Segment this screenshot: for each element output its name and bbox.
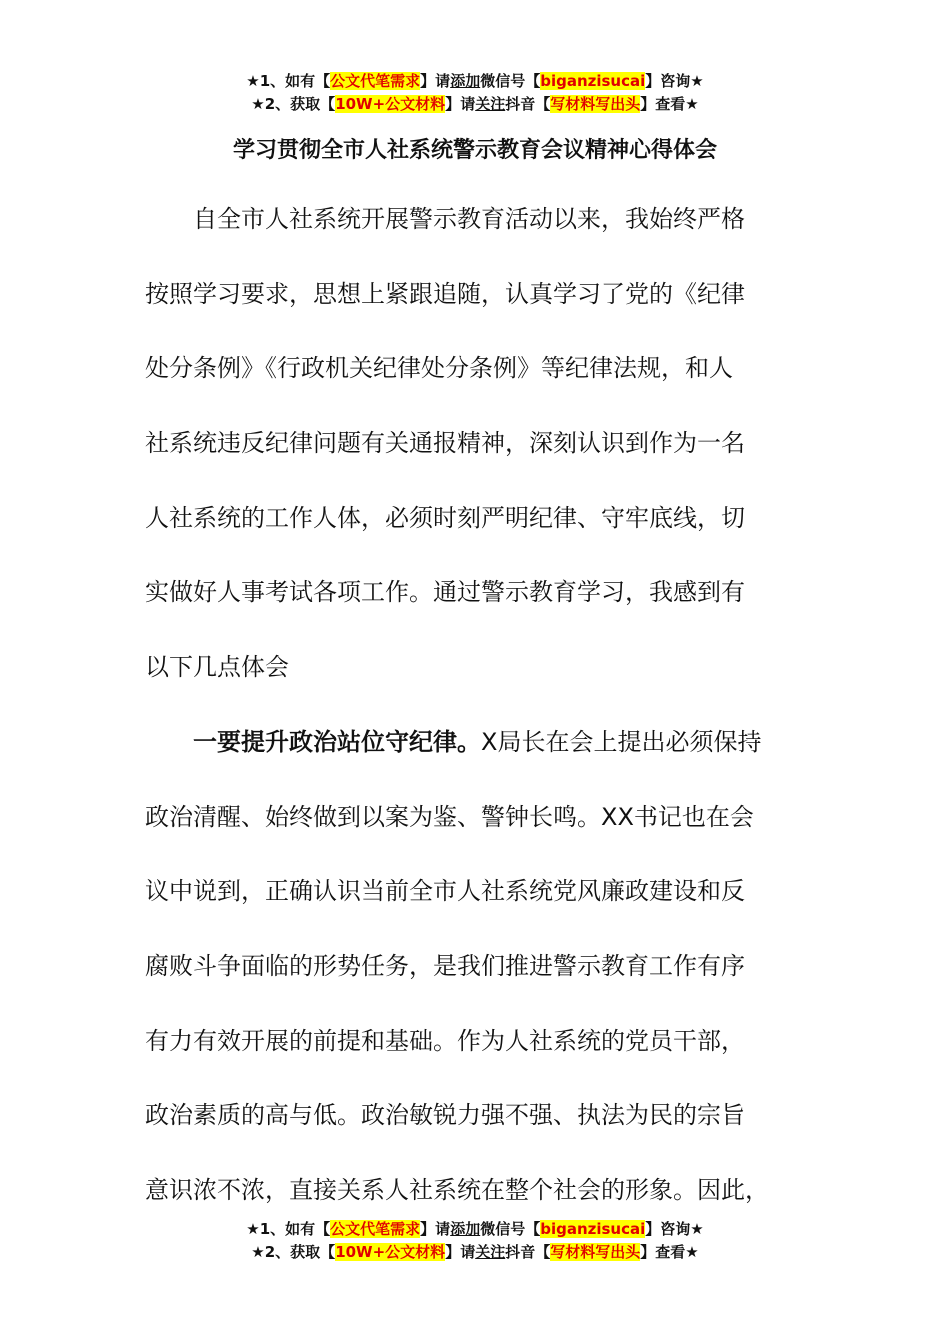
banner-line-1 xyxy=(0,70,950,93)
paragraph-line: 政治清醒、始终做到以案为鉴、警钟长鸣。XX书记也在会 xyxy=(145,802,754,831)
paragraph-line: 人社系统的工作人体，必须时刻严明纪律、守牢底线，切 xyxy=(145,503,745,532)
banner-text: 】请 xyxy=(420,1220,451,1238)
banner-text: 抖音【 xyxy=(505,95,551,113)
paragraph-line: 有力有效开展的前提和基础。作为人社系统的党员干部， xyxy=(145,1026,745,1055)
banner-highlight: 公文代笔需求 xyxy=(330,1220,421,1238)
paragraph-lead-rest: X局长在会上提出必须保持 xyxy=(481,728,762,756)
banner-highlight: biganzisucai xyxy=(540,72,646,90)
banner-highlight: 10W+公文材料 xyxy=(335,1243,446,1261)
top-banner xyxy=(0,70,950,116)
paragraph-lead: 一要提升政治站位守纪律。 xyxy=(193,728,481,756)
banner-text: 】请 xyxy=(445,95,476,113)
banner-text: 】咨询★ xyxy=(645,1220,704,1238)
banner-underlined: 关注 xyxy=(475,95,506,113)
paragraph-line: 政治素质的高与低。政治敏锐力强不强、执法为民的宗旨 xyxy=(145,1101,745,1130)
banner-line-2 xyxy=(0,93,950,116)
banner-underlined: 关注 xyxy=(475,1243,506,1261)
banner-underlined: 添加 xyxy=(450,72,481,90)
paragraph-line: 以下几点体会 xyxy=(145,653,289,682)
banner-text: 微信号【 xyxy=(480,72,541,90)
banner-highlight: 10W+公文材料 xyxy=(335,95,446,113)
paragraph-line: 处分条例》《行政机关纪律处分条例》等纪律法规，和人 xyxy=(145,354,733,383)
banner-text: 】请 xyxy=(420,72,451,90)
banner-text: 】请 xyxy=(445,1243,476,1261)
banner-highlight: 写材料写出头 xyxy=(550,95,641,113)
banner-highlight: 写材料写出头 xyxy=(550,1243,641,1261)
paragraph-line: 议中说到，正确认识当前全市人社系统党风廉政建设和反 xyxy=(145,877,745,906)
banner-line-2 xyxy=(0,1241,950,1264)
paragraph-1 xyxy=(145,182,810,705)
bottom-banner xyxy=(0,1218,950,1264)
banner-text: 】查看★ xyxy=(640,1243,699,1261)
document-title: 学习贯彻全市人社系统警示教育会议精神心得体会 xyxy=(232,138,717,163)
paragraph-line: 意识浓不浓，直接关系人社系统在整个社会的形象。因此， xyxy=(145,1176,769,1205)
banner-text: 】查看★ xyxy=(640,95,699,113)
banner-text: ★1、如有【 xyxy=(246,72,331,90)
banner-text: 】咨询★ xyxy=(645,72,704,90)
paragraph-2 xyxy=(145,705,810,1228)
banner-line-1 xyxy=(0,1218,950,1241)
banner-text: ★2、获取【 xyxy=(251,1243,336,1261)
banner-text: 微信号【 xyxy=(480,1220,541,1238)
paragraph-line xyxy=(145,705,810,780)
paragraph-line: 按照学习要求，思想上紧跟追随，认真学习了党的《纪律 xyxy=(145,279,745,308)
paragraph-line: 腐败斗争面临的形势任务，是我们推进警示教育工作有序 xyxy=(145,952,745,981)
paragraph-line: 社系统违反纪律问题有关通报精神，深刻认识到作为一名 xyxy=(145,429,745,458)
banner-underlined: 添加 xyxy=(450,1220,481,1238)
banner-text: ★2、获取【 xyxy=(251,95,336,113)
banner-text: ★1、如有【 xyxy=(246,1220,331,1238)
banner-highlight: biganzisucai xyxy=(540,1220,646,1238)
paragraph-line: 自全市人社系统开展警示教育活动以来，我始终严格 xyxy=(193,205,745,233)
banner-text: 抖音【 xyxy=(505,1243,551,1261)
banner-highlight: 公文代笔需求 xyxy=(330,72,421,90)
paragraph-line: 实做好人事考试各项工作。通过警示教育学习，我感到有 xyxy=(145,578,745,607)
